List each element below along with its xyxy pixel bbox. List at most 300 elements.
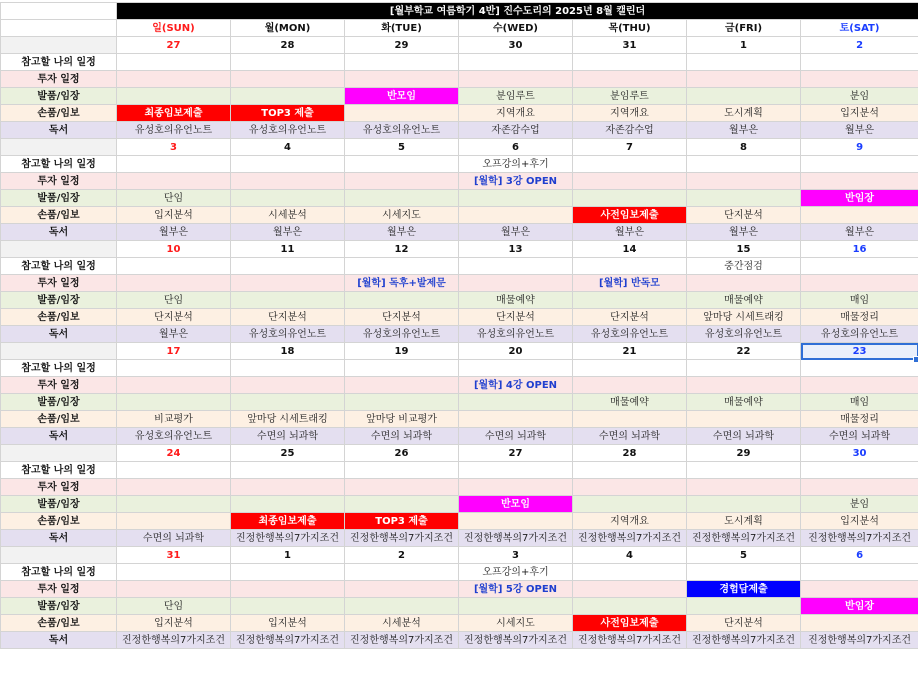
reading-cell[interactable]: 자존감수업 xyxy=(459,122,573,139)
reading-cell[interactable]: 진정한행복의7가지조건 xyxy=(117,632,231,649)
schedule-cell[interactable] xyxy=(459,258,573,275)
report-cell[interactable]: 매물정리 xyxy=(801,411,918,428)
date-cell[interactable]: 1 xyxy=(231,547,345,564)
report-cell[interactable] xyxy=(459,513,573,530)
date-cell[interactable]: 31 xyxy=(573,37,687,54)
field-cell[interactable]: 매물예약 xyxy=(687,394,801,411)
reading-cell[interactable]: 유성호의유언노트 xyxy=(345,122,459,139)
reading-cell[interactable]: 수면의 뇌과학 xyxy=(345,428,459,445)
reading-cell[interactable]: 월부은 xyxy=(345,224,459,241)
schedule-cell[interactable] xyxy=(459,54,573,71)
field-cell[interactable] xyxy=(573,496,687,513)
date-cell[interactable]: 18 xyxy=(231,343,345,360)
invest-cell[interactable] xyxy=(687,275,801,292)
date-row-label[interactable] xyxy=(1,37,117,54)
field-cell[interactable] xyxy=(687,598,801,615)
date-cell[interactable]: 4 xyxy=(573,547,687,564)
schedule-cell[interactable]: 오프강의+후기 xyxy=(459,564,573,581)
field-cell[interactable]: 단임 xyxy=(117,190,231,207)
invest-cell[interactable]: [월학] 독후+발제문 xyxy=(345,275,459,292)
invest-cell[interactable] xyxy=(801,173,918,190)
date-row-label[interactable] xyxy=(1,139,117,156)
field-row-label[interactable]: 발품/임장 xyxy=(1,292,117,309)
invest-cell[interactable] xyxy=(345,581,459,598)
invest-cell[interactable] xyxy=(459,275,573,292)
invest-cell[interactable] xyxy=(117,479,231,496)
report-cell[interactable]: 도시계획 xyxy=(687,513,801,530)
report-cell[interactable]: 입지분석 xyxy=(117,207,231,224)
reading-cell[interactable]: 월부은 xyxy=(459,224,573,241)
field-cell[interactable] xyxy=(345,190,459,207)
date-cell[interactable]: 31 xyxy=(117,547,231,564)
report-cell[interactable] xyxy=(801,207,918,224)
schedule-cell[interactable] xyxy=(117,462,231,479)
report-cell[interactable]: 단지분석 xyxy=(345,309,459,326)
invest-cell[interactable]: 경험담제출 xyxy=(687,581,801,598)
schedule-cell[interactable] xyxy=(117,564,231,581)
date-cell[interactable]: 11 xyxy=(231,241,345,258)
report-cell[interactable]: 단지분석 xyxy=(573,309,687,326)
reading-cell[interactable]: 유성호의유언노트 xyxy=(687,326,801,343)
date-cell[interactable]: 12 xyxy=(345,241,459,258)
field-cell[interactable] xyxy=(573,190,687,207)
schedule-cell[interactable] xyxy=(117,156,231,173)
schedule-cell[interactable] xyxy=(687,564,801,581)
schedule-cell[interactable] xyxy=(345,54,459,71)
field-cell[interactable] xyxy=(117,394,231,411)
schedule-row-label[interactable]: 참고할 나의 일정 xyxy=(1,564,117,581)
invest-row-label[interactable]: 투자 일정 xyxy=(1,479,117,496)
schedule-cell[interactable] xyxy=(801,564,918,581)
invest-cell[interactable] xyxy=(573,173,687,190)
invest-cell[interactable] xyxy=(345,479,459,496)
invest-cell[interactable] xyxy=(117,275,231,292)
reading-row-label[interactable]: 독서 xyxy=(1,530,117,547)
invest-cell[interactable] xyxy=(117,581,231,598)
field-cell[interactable] xyxy=(117,88,231,105)
field-cell[interactable]: 단임 xyxy=(117,292,231,309)
report-cell[interactable] xyxy=(345,105,459,122)
report-cell[interactable]: 매물정리 xyxy=(801,309,918,326)
report-cell[interactable]: 지역개요 xyxy=(459,105,573,122)
invest-cell[interactable] xyxy=(345,71,459,88)
weekday-header-tue[interactable]: 화(TUE) xyxy=(345,20,459,37)
schedule-cell[interactable] xyxy=(687,54,801,71)
field-cell[interactable]: 매임 xyxy=(801,292,918,309)
field-cell[interactable] xyxy=(231,292,345,309)
reading-cell[interactable]: 유성호의유언노트 xyxy=(117,428,231,445)
weekday-header-thu[interactable]: 목(THU) xyxy=(573,20,687,37)
reading-cell[interactable]: 수면의 뇌과학 xyxy=(231,428,345,445)
report-cell[interactable]: TOP3 제출 xyxy=(231,105,345,122)
invest-cell[interactable] xyxy=(573,377,687,394)
field-cell[interactable] xyxy=(459,190,573,207)
report-cell[interactable]: 입지분석 xyxy=(117,615,231,632)
field-cell[interactable]: 매물예약 xyxy=(573,394,687,411)
reading-cell[interactable]: 진정한행복의7가지조건 xyxy=(801,632,918,649)
schedule-cell[interactable] xyxy=(801,462,918,479)
date-cell[interactable]: 9 xyxy=(801,139,918,156)
report-cell[interactable]: 지역개요 xyxy=(573,105,687,122)
reading-cell[interactable]: 유성호의유언노트 xyxy=(801,326,918,343)
schedule-row-label[interactable]: 참고할 나의 일정 xyxy=(1,54,117,71)
date-cell[interactable]: 1 xyxy=(687,37,801,54)
invest-cell[interactable] xyxy=(345,173,459,190)
reading-cell[interactable]: 월부은 xyxy=(687,122,801,139)
report-cell[interactable] xyxy=(459,411,573,428)
report-cell[interactable]: 단지분석 xyxy=(687,615,801,632)
schedule-row-label[interactable]: 참고할 나의 일정 xyxy=(1,462,117,479)
empty-cell[interactable] xyxy=(1,20,117,37)
schedule-cell[interactable] xyxy=(345,462,459,479)
field-cell[interactable] xyxy=(345,496,459,513)
field-cell[interactable] xyxy=(459,394,573,411)
invest-cell[interactable] xyxy=(117,71,231,88)
field-cell[interactable]: 매임 xyxy=(801,394,918,411)
reading-cell[interactable]: 진정한행복의7가지조건 xyxy=(687,632,801,649)
reading-cell[interactable]: 수면의 뇌과학 xyxy=(459,428,573,445)
date-cell[interactable]: 19 xyxy=(345,343,459,360)
invest-cell[interactable] xyxy=(231,275,345,292)
report-row-label[interactable]: 손품/임보 xyxy=(1,513,117,530)
field-cell[interactable] xyxy=(687,496,801,513)
invest-cell[interactable] xyxy=(117,173,231,190)
invest-cell[interactable] xyxy=(459,479,573,496)
selection-fill-handle[interactable] xyxy=(913,356,918,363)
report-cell[interactable]: 도시계획 xyxy=(687,105,801,122)
reading-row-label[interactable]: 독서 xyxy=(1,326,117,343)
schedule-row-label[interactable]: 참고할 나의 일정 xyxy=(1,156,117,173)
schedule-cell[interactable] xyxy=(687,462,801,479)
report-cell[interactable]: 최종임보제출 xyxy=(231,513,345,530)
schedule-cell[interactable] xyxy=(573,462,687,479)
field-row-label[interactable]: 발품/임장 xyxy=(1,598,117,615)
date-cell[interactable]: 28 xyxy=(231,37,345,54)
reading-cell[interactable]: 수면의 뇌과학 xyxy=(573,428,687,445)
reading-row-label[interactable]: 독서 xyxy=(1,224,117,241)
reading-cell[interactable]: 진정한행복의7가지조건 xyxy=(231,530,345,547)
report-cell[interactable]: 단지분석 xyxy=(117,309,231,326)
invest-cell[interactable] xyxy=(687,173,801,190)
schedule-cell[interactable] xyxy=(687,156,801,173)
report-cell[interactable] xyxy=(801,615,918,632)
field-cell[interactable]: 분임루트 xyxy=(459,88,573,105)
reading-cell[interactable]: 유성호의유언노트 xyxy=(573,326,687,343)
field-cell[interactable] xyxy=(345,598,459,615)
invest-cell[interactable] xyxy=(801,479,918,496)
report-cell[interactable]: 지역개요 xyxy=(573,513,687,530)
reading-cell[interactable]: 월부은 xyxy=(801,122,918,139)
date-row-label[interactable] xyxy=(1,343,117,360)
report-cell[interactable]: 시세지도 xyxy=(459,615,573,632)
date-cell[interactable]: 30 xyxy=(459,37,573,54)
date-row-label[interactable] xyxy=(1,445,117,462)
schedule-cell[interactable] xyxy=(801,258,918,275)
date-cell[interactable]: 4 xyxy=(231,139,345,156)
field-cell[interactable] xyxy=(687,190,801,207)
date-cell[interactable]: 5 xyxy=(687,547,801,564)
field-cell[interactable]: 반모임 xyxy=(345,88,459,105)
date-cell[interactable]: 21 xyxy=(573,343,687,360)
field-cell[interactable] xyxy=(231,190,345,207)
reading-cell[interactable]: 월부은 xyxy=(117,326,231,343)
empty-cell[interactable] xyxy=(1,3,117,20)
invest-row-label[interactable]: 투자 일정 xyxy=(1,71,117,88)
reading-cell[interactable]: 진정한행복의7가지조건 xyxy=(687,530,801,547)
reading-cell[interactable]: 수면의 뇌과학 xyxy=(801,428,918,445)
invest-cell[interactable] xyxy=(573,479,687,496)
schedule-cell[interactable] xyxy=(231,54,345,71)
date-cell[interactable]: 27 xyxy=(117,37,231,54)
field-cell[interactable] xyxy=(573,292,687,309)
field-row-label[interactable]: 발품/임장 xyxy=(1,394,117,411)
invest-cell[interactable] xyxy=(231,581,345,598)
schedule-cell[interactable] xyxy=(687,360,801,377)
field-cell[interactable]: 분임 xyxy=(801,496,918,513)
schedule-cell[interactable] xyxy=(117,54,231,71)
reading-cell[interactable]: 월부은 xyxy=(231,224,345,241)
invest-cell[interactable]: [월학] 3강 OPEN xyxy=(459,173,573,190)
schedule-cell[interactable] xyxy=(573,360,687,377)
schedule-cell[interactable] xyxy=(459,462,573,479)
report-cell[interactable] xyxy=(573,411,687,428)
schedule-cell[interactable] xyxy=(573,258,687,275)
date-cell[interactable]: 3 xyxy=(117,139,231,156)
report-cell[interactable]: 단지분석 xyxy=(687,207,801,224)
report-cell[interactable]: 사전임보제출 xyxy=(573,207,687,224)
field-cell[interactable] xyxy=(687,88,801,105)
field-row-label[interactable]: 발품/임장 xyxy=(1,88,117,105)
date-cell[interactable]: 14 xyxy=(573,241,687,258)
schedule-cell[interactable] xyxy=(573,156,687,173)
field-cell[interactable] xyxy=(231,496,345,513)
report-cell[interactable]: 시세지도 xyxy=(345,207,459,224)
report-cell[interactable]: 시세분석 xyxy=(231,207,345,224)
reading-cell[interactable]: 월부은 xyxy=(687,224,801,241)
report-cell[interactable]: 앞마당 비교평가 xyxy=(345,411,459,428)
field-cell[interactable]: 반임장 xyxy=(801,598,918,615)
reading-cell[interactable]: 월부은 xyxy=(117,224,231,241)
report-cell[interactable]: 입지분석 xyxy=(801,513,918,530)
schedule-cell[interactable] xyxy=(231,462,345,479)
invest-row-label[interactable]: 투자 일정 xyxy=(1,173,117,190)
schedule-cell[interactable] xyxy=(345,156,459,173)
invest-cell[interactable] xyxy=(573,581,687,598)
reading-cell[interactable]: 유성호의유언노트 xyxy=(231,122,345,139)
invest-cell[interactable] xyxy=(687,71,801,88)
date-cell[interactable]: 23 xyxy=(801,343,918,360)
schedule-cell[interactable] xyxy=(231,258,345,275)
invest-cell[interactable]: [월학] 반독모 xyxy=(573,275,687,292)
schedule-cell[interactable] xyxy=(801,360,918,377)
date-cell[interactable]: 8 xyxy=(687,139,801,156)
reading-cell[interactable]: 월부은 xyxy=(573,224,687,241)
report-cell[interactable]: 시세분석 xyxy=(345,615,459,632)
date-cell[interactable]: 2 xyxy=(345,547,459,564)
reading-cell[interactable]: 진정한행복의7가지조건 xyxy=(345,632,459,649)
invest-cell[interactable] xyxy=(459,71,573,88)
date-row-label[interactable] xyxy=(1,241,117,258)
schedule-cell[interactable] xyxy=(117,360,231,377)
date-cell[interactable]: 13 xyxy=(459,241,573,258)
invest-cell[interactable] xyxy=(801,275,918,292)
reading-cell[interactable]: 진정한행복의7가지조건 xyxy=(231,632,345,649)
reading-cell[interactable]: 수면의 뇌과학 xyxy=(117,530,231,547)
reading-row-label[interactable]: 독서 xyxy=(1,632,117,649)
field-cell[interactable] xyxy=(117,496,231,513)
invest-cell[interactable]: [월학] 4강 OPEN xyxy=(459,377,573,394)
report-cell[interactable]: 앞마당 시세트래킹 xyxy=(687,309,801,326)
invest-cell[interactable] xyxy=(801,377,918,394)
weekday-header-fri[interactable]: 금(FRI) xyxy=(687,20,801,37)
invest-cell[interactable] xyxy=(801,71,918,88)
weekday-header-sat[interactable]: 토(SAT) xyxy=(801,20,918,37)
schedule-cell[interactable] xyxy=(459,360,573,377)
invest-cell[interactable] xyxy=(345,377,459,394)
schedule-row-label[interactable]: 참고할 나의 일정 xyxy=(1,258,117,275)
report-cell[interactable] xyxy=(687,411,801,428)
reading-cell[interactable]: 유성호의유언노트 xyxy=(231,326,345,343)
field-row-label[interactable]: 발품/임장 xyxy=(1,496,117,513)
reading-cell[interactable]: 유성호의유언노트 xyxy=(117,122,231,139)
reading-cell[interactable]: 진정한행복의7가지조건 xyxy=(801,530,918,547)
date-cell[interactable]: 20 xyxy=(459,343,573,360)
invest-cell[interactable] xyxy=(687,377,801,394)
reading-cell[interactable]: 진정한행복의7가지조건 xyxy=(573,632,687,649)
schedule-cell[interactable]: 오프강의+후기 xyxy=(459,156,573,173)
field-cell[interactable] xyxy=(459,598,573,615)
schedule-cell[interactable] xyxy=(231,564,345,581)
reading-row-label[interactable]: 독서 xyxy=(1,122,117,139)
report-row-label[interactable]: 손품/임보 xyxy=(1,309,117,326)
field-cell[interactable] xyxy=(231,598,345,615)
calendar-title[interactable]: [월부학교 여름학기 4반] 진수도리의 2025년 8월 캘린더 xyxy=(117,3,918,20)
date-cell[interactable]: 29 xyxy=(345,37,459,54)
report-row-label[interactable]: 손품/임보 xyxy=(1,105,117,122)
reading-cell[interactable]: 유성호의유언노트 xyxy=(345,326,459,343)
field-cell[interactable]: 분임 xyxy=(801,88,918,105)
invest-cell[interactable] xyxy=(687,479,801,496)
invest-row-label[interactable]: 투자 일정 xyxy=(1,581,117,598)
invest-row-label[interactable]: 투자 일정 xyxy=(1,275,117,292)
field-cell[interactable] xyxy=(231,88,345,105)
invest-cell[interactable] xyxy=(231,377,345,394)
invest-cell[interactable]: [월학] 5강 OPEN xyxy=(459,581,573,598)
date-cell[interactable]: 29 xyxy=(687,445,801,462)
field-row-label[interactable]: 발품/임장 xyxy=(1,190,117,207)
field-cell[interactable]: 매물예약 xyxy=(687,292,801,309)
report-row-label[interactable]: 손품/임보 xyxy=(1,615,117,632)
reading-cell[interactable]: 진정한행복의7가지조건 xyxy=(459,530,573,547)
schedule-cell[interactable] xyxy=(231,360,345,377)
date-row-label[interactable] xyxy=(1,547,117,564)
date-cell[interactable]: 22 xyxy=(687,343,801,360)
invest-cell[interactable] xyxy=(231,479,345,496)
schedule-cell[interactable] xyxy=(231,156,345,173)
reading-cell[interactable]: 진정한행복의7가지조건 xyxy=(573,530,687,547)
date-cell[interactable]: 5 xyxy=(345,139,459,156)
report-cell[interactable]: 최종임보제출 xyxy=(117,105,231,122)
field-row xyxy=(1,394,918,411)
reading-cell[interactable]: 진정한행복의7가지조건 xyxy=(459,632,573,649)
field-cell[interactable]: 반임장 xyxy=(801,190,918,207)
date-cell[interactable]: 30 xyxy=(801,445,918,462)
date-cell[interactable]: 16 xyxy=(801,241,918,258)
schedule-cell[interactable] xyxy=(801,54,918,71)
date-cell[interactable]: 6 xyxy=(459,139,573,156)
schedule-cell[interactable] xyxy=(573,54,687,71)
field-cell[interactable] xyxy=(345,394,459,411)
report-row-label[interactable]: 손품/임보 xyxy=(1,207,117,224)
field-cell[interactable]: 단임 xyxy=(117,598,231,615)
date-cell[interactable]: 6 xyxy=(801,547,918,564)
invest-cell[interactable] xyxy=(231,71,345,88)
report-cell[interactable]: 단지분석 xyxy=(459,309,573,326)
invest-cell[interactable] xyxy=(231,173,345,190)
invest-cell[interactable] xyxy=(801,581,918,598)
date-cell[interactable]: 17 xyxy=(117,343,231,360)
schedule-cell[interactable]: 중간점검 xyxy=(687,258,801,275)
schedule-cell[interactable] xyxy=(117,258,231,275)
report-cell[interactable]: 비교평가 xyxy=(117,411,231,428)
field-cell[interactable] xyxy=(345,292,459,309)
report-cell[interactable]: 단지분석 xyxy=(231,309,345,326)
invest-cell[interactable] xyxy=(573,71,687,88)
weekday-header-sun[interactable]: 일(SUN) xyxy=(117,20,231,37)
schedule-cell[interactable] xyxy=(345,564,459,581)
weekday-header-mon[interactable]: 월(MON) xyxy=(231,20,345,37)
schedule-cell[interactable] xyxy=(345,258,459,275)
weekday-header-wed[interactable]: 수(WED) xyxy=(459,20,573,37)
field-cell[interactable]: 매물예약 xyxy=(459,292,573,309)
report-cell[interactable] xyxy=(459,207,573,224)
date-cell[interactable]: 28 xyxy=(573,445,687,462)
schedule-cell[interactable] xyxy=(573,564,687,581)
date-cell[interactable]: 7 xyxy=(573,139,687,156)
invest-cell[interactable] xyxy=(117,377,231,394)
reading-cell[interactable]: 월부은 xyxy=(801,224,918,241)
report-cell[interactable]: TOP3 제출 xyxy=(345,513,459,530)
report-cell[interactable] xyxy=(117,513,231,530)
reading-cell[interactable]: 진정한행복의7가지조건 xyxy=(345,530,459,547)
field-cell[interactable] xyxy=(573,598,687,615)
schedule-cell[interactable] xyxy=(345,360,459,377)
report-cell[interactable]: 입지분석 xyxy=(801,105,918,122)
report-cell[interactable]: 앞마당 시세트래킹 xyxy=(231,411,345,428)
date-cell[interactable]: 27 xyxy=(459,445,573,462)
field-cell[interactable]: 반모임 xyxy=(459,496,573,513)
date-cell[interactable]: 2 xyxy=(801,37,918,54)
date-cell[interactable]: 15 xyxy=(687,241,801,258)
reading-row-label[interactable]: 독서 xyxy=(1,428,117,445)
report-cell[interactable]: 사전임보제출 xyxy=(573,615,687,632)
date-cell[interactable]: 3 xyxy=(459,547,573,564)
date-cell[interactable]: 24 xyxy=(117,445,231,462)
reading-cell[interactable]: 자존감수업 xyxy=(573,122,687,139)
date-cell[interactable]: 25 xyxy=(231,445,345,462)
schedule-cell[interactable] xyxy=(801,156,918,173)
invest-row-label[interactable]: 투자 일정 xyxy=(1,377,117,394)
report-row-label[interactable]: 손품/임보 xyxy=(1,411,117,428)
date-cell[interactable]: 10 xyxy=(117,241,231,258)
field-cell[interactable]: 분임루트 xyxy=(573,88,687,105)
field-cell[interactable] xyxy=(231,394,345,411)
schedule-row-label[interactable]: 참고할 나의 일정 xyxy=(1,360,117,377)
date-cell[interactable]: 26 xyxy=(345,445,459,462)
report-cell[interactable]: 입지분석 xyxy=(231,615,345,632)
reading-cell[interactable]: 수면의 뇌과학 xyxy=(687,428,801,445)
reading-cell[interactable]: 유성호의유언노트 xyxy=(459,326,573,343)
